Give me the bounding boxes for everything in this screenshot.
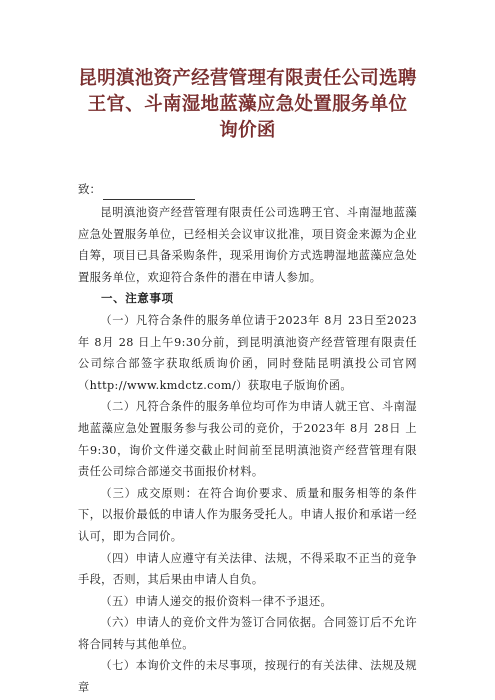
salutation-label: 致：	[78, 182, 101, 196]
notice-item-1: （一）凡符合条件的服务单位请于2023年 8月 23日至2023年 8月 28 日上午9:30分前，到昆明滇池资产经营管理有限责任公司综合部签字获取纸质询价函，同时登陆昆明滇投公司官网（http://www.kmdctz.com/）获取电子版询价函。	[78, 313, 417, 392]
notice-item-4: （四）申请人应遵守有关法律、法规，不得采取不正当的竞争手段，否则，其后果由申请人自负。	[78, 551, 417, 587]
notice-item-7: （七）本询价文件的未尽事项，按现行的有关法律、法规及规章	[78, 659, 417, 695]
section-heading: 一、注意事项	[101, 291, 174, 306]
salutation	[78, 178, 417, 200]
document-title	[78, 66, 417, 144]
notice-item-5: （五）申请人递交的报价资料一律不予退还。	[100, 594, 333, 608]
notice-item-3: （三）成交原则：在符合询价要求、质量和服务相等的条件下，以报价最低的申请人作为服务受托人。申请人报价和承诺一经认可，即为合同价。	[78, 486, 417, 543]
recipient-blank-line	[103, 184, 195, 200]
intro-paragraph: 昆明滇池资产经营管理有限责任公司选聘王官、斗南湿地蓝藻应急处置服务单位，已经相关会议审议批准，项目资金来源为企业自筹，项目已具备采购条件，现采用询价方式选聘湿地蓝藻应急处置服务单位，欢迎符合条件的潜在申请人参加。	[78, 206, 417, 284]
notice-item-2: （二）凡符合条件的服务单位均可作为申请人就王官、斗南湿地蓝藻应急处置服务参与我公司的竞价，于2023年 8月 28日 上午9:30，询价文件递交截止时间前至昆明滇池资产经营管理有限责任公司综合部递交书面报价材料。	[78, 400, 417, 479]
notice-item-6: （六）申请人的竞价文件为签订合同依据。合同签订后不允许将合同转与其他单位。	[78, 616, 417, 651]
title-line-3: 询价函	[219, 120, 276, 141]
title-line-1: 昆明滇池资产经营管理有限责任公司选聘	[78, 68, 417, 89]
title-line-2: 王官、斗南湿地蓝藻应急处置服务单位	[87, 94, 408, 115]
